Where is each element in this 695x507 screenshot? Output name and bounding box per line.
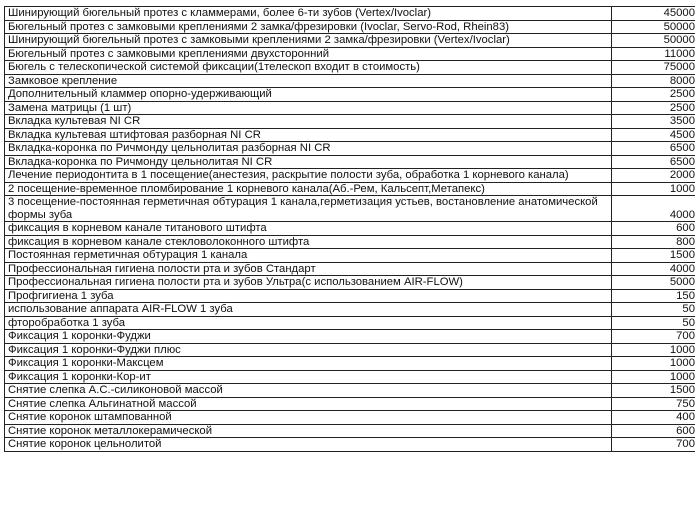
table-row	[5, 438, 695, 452]
service-price: 150	[612, 289, 695, 303]
service-name: Замковое крепление	[5, 74, 612, 88]
service-name: Шинирующий бюгельный протез с замковыми креплениями 2 замка/фрезировки (Vertex/Ivoclar)	[5, 34, 612, 48]
service-name: Профессиональная гигиена полости рта и зубов Стандарт	[5, 262, 612, 276]
service-price: 45000	[612, 7, 695, 21]
table-row	[5, 262, 695, 276]
service-name: Вкладка культевая штифтовая разборная NI CR	[5, 128, 612, 142]
service-name: Снятие коронок штампованной	[5, 411, 612, 425]
table-row	[5, 330, 695, 344]
table-row	[5, 88, 695, 102]
service-name: Профессиональная гигиена полости рта и зубов Ультра(с использованием AIR-FLOW)	[5, 276, 612, 290]
service-name: фиксация в корневом канале титанового штифта	[5, 222, 612, 236]
service-price: 75000	[612, 61, 695, 75]
service-price: 3500	[612, 115, 695, 129]
service-price: 600	[612, 424, 695, 438]
service-price: 800	[612, 235, 695, 249]
service-price: 50000	[612, 34, 695, 48]
service-price: 50000	[612, 20, 695, 34]
service-name: Замена матрицы (1 шт)	[5, 101, 612, 115]
table-row	[5, 61, 695, 75]
table-row	[5, 235, 695, 249]
service-name: Фиксация 1 коронки-Кор-ит	[5, 370, 612, 384]
service-price: 4000	[612, 196, 695, 222]
service-price: 2000	[612, 169, 695, 183]
service-price: 4500	[612, 128, 695, 142]
service-price: 6500	[612, 155, 695, 169]
service-price: 1000	[612, 343, 695, 357]
table-row	[5, 115, 695, 129]
service-price: 1000	[612, 357, 695, 371]
table-row	[5, 182, 695, 196]
service-price: 50	[612, 316, 695, 330]
price-table	[4, 6, 695, 452]
table-row	[5, 20, 695, 34]
service-name: Вкладка-коронка по Ричмонду цельнолитая разборная NI CR	[5, 142, 612, 156]
table-row	[5, 397, 695, 411]
service-price: 1000	[612, 370, 695, 384]
service-price: 6500	[612, 142, 695, 156]
service-price: 750	[612, 397, 695, 411]
service-price: 50	[612, 303, 695, 317]
service-name: Фиксация 1 коронки-Фуджи плюс	[5, 343, 612, 357]
service-name: Вкладка-коронка по Ричмонду цельнолитая NI CR	[5, 155, 612, 169]
service-name: Снятие слепка Альгинатной массой	[5, 397, 612, 411]
service-price: 400	[612, 411, 695, 425]
service-name: использование аппарата AIR-FLOW 1 зуба	[5, 303, 612, 317]
table-row	[5, 316, 695, 330]
table-row	[5, 411, 695, 425]
service-name: Лечение периодонтита в 1 посещение(анестезия, раскрытие полости зуба, обработка 1 корневого канала)	[5, 169, 612, 183]
service-name: Снятие слепка А.С.-силиконовой массой	[5, 384, 612, 398]
service-name: фторобработка 1 зуба	[5, 316, 612, 330]
table-row	[5, 34, 695, 48]
price-table-body	[5, 7, 695, 452]
table-row	[5, 276, 695, 290]
table-row	[5, 357, 695, 371]
table-row	[5, 196, 695, 222]
service-name: Шинирующий бюгельный протез с кламмерами, более 6-ти зубов (Vertex/Ivoclar)	[5, 7, 612, 21]
service-price: 5000	[612, 276, 695, 290]
service-price: 1500	[612, 384, 695, 398]
table-row	[5, 249, 695, 263]
table-row	[5, 74, 695, 88]
service-name: Снятие коронок металлокерамической	[5, 424, 612, 438]
service-name: фиксация в корневом канале стекловолоконного штифта	[5, 235, 612, 249]
service-name: Снятие коронок цельнолитой	[5, 438, 612, 452]
service-price: 1500	[612, 249, 695, 263]
table-row	[5, 142, 695, 156]
service-name: Бюгельный протез с замковыми креплениями двухсторонний	[5, 47, 612, 61]
service-price: 11000	[612, 47, 695, 61]
service-price: 700	[612, 330, 695, 344]
service-price: 2500	[612, 88, 695, 102]
table-row	[5, 7, 695, 21]
table-row	[5, 169, 695, 183]
table-row	[5, 303, 695, 317]
service-price: 2500	[612, 101, 695, 115]
table-row	[5, 384, 695, 398]
service-price: 1000	[612, 182, 695, 196]
service-price: 4000	[612, 262, 695, 276]
service-name: Профгигиена 1 зуба	[5, 289, 612, 303]
service-name: Бюгель с телескопической системой фиксации(1телескоп входит в стоимость)	[5, 61, 612, 75]
service-name: Вкладка культевая NI CR	[5, 115, 612, 129]
service-name: Постоянная герметичная обтурация 1 канала	[5, 249, 612, 263]
table-row	[5, 47, 695, 61]
table-row	[5, 343, 695, 357]
table-row	[5, 370, 695, 384]
service-name: 3 посещение-постоянная герметичная обтурация 1 канала,герметизация устьев, востановление анатомической формы зуба	[5, 196, 612, 222]
service-price: 8000	[612, 74, 695, 88]
service-name: Дополнительный кламмер опорно-удерживающий	[5, 88, 612, 102]
table-row	[5, 289, 695, 303]
service-name: Фиксация 1 коронки-Фуджи	[5, 330, 612, 344]
service-price: 600	[612, 222, 695, 236]
table-row	[5, 128, 695, 142]
service-name: 2 посещение-временное пломбирование 1 корневого канала(Аб.-Рем, Кальсепт,Метапекс)	[5, 182, 612, 196]
table-row	[5, 155, 695, 169]
service-name: Бюгельный протез с замковыми креплениями 2 замка/фрезировки (Ivoclar, Servo-Rod, Rhein83)	[5, 20, 612, 34]
table-row	[5, 424, 695, 438]
service-name: Фиксация 1 коронки-Максцем	[5, 357, 612, 371]
table-row	[5, 222, 695, 236]
table-row	[5, 101, 695, 115]
service-price: 700	[612, 438, 695, 452]
